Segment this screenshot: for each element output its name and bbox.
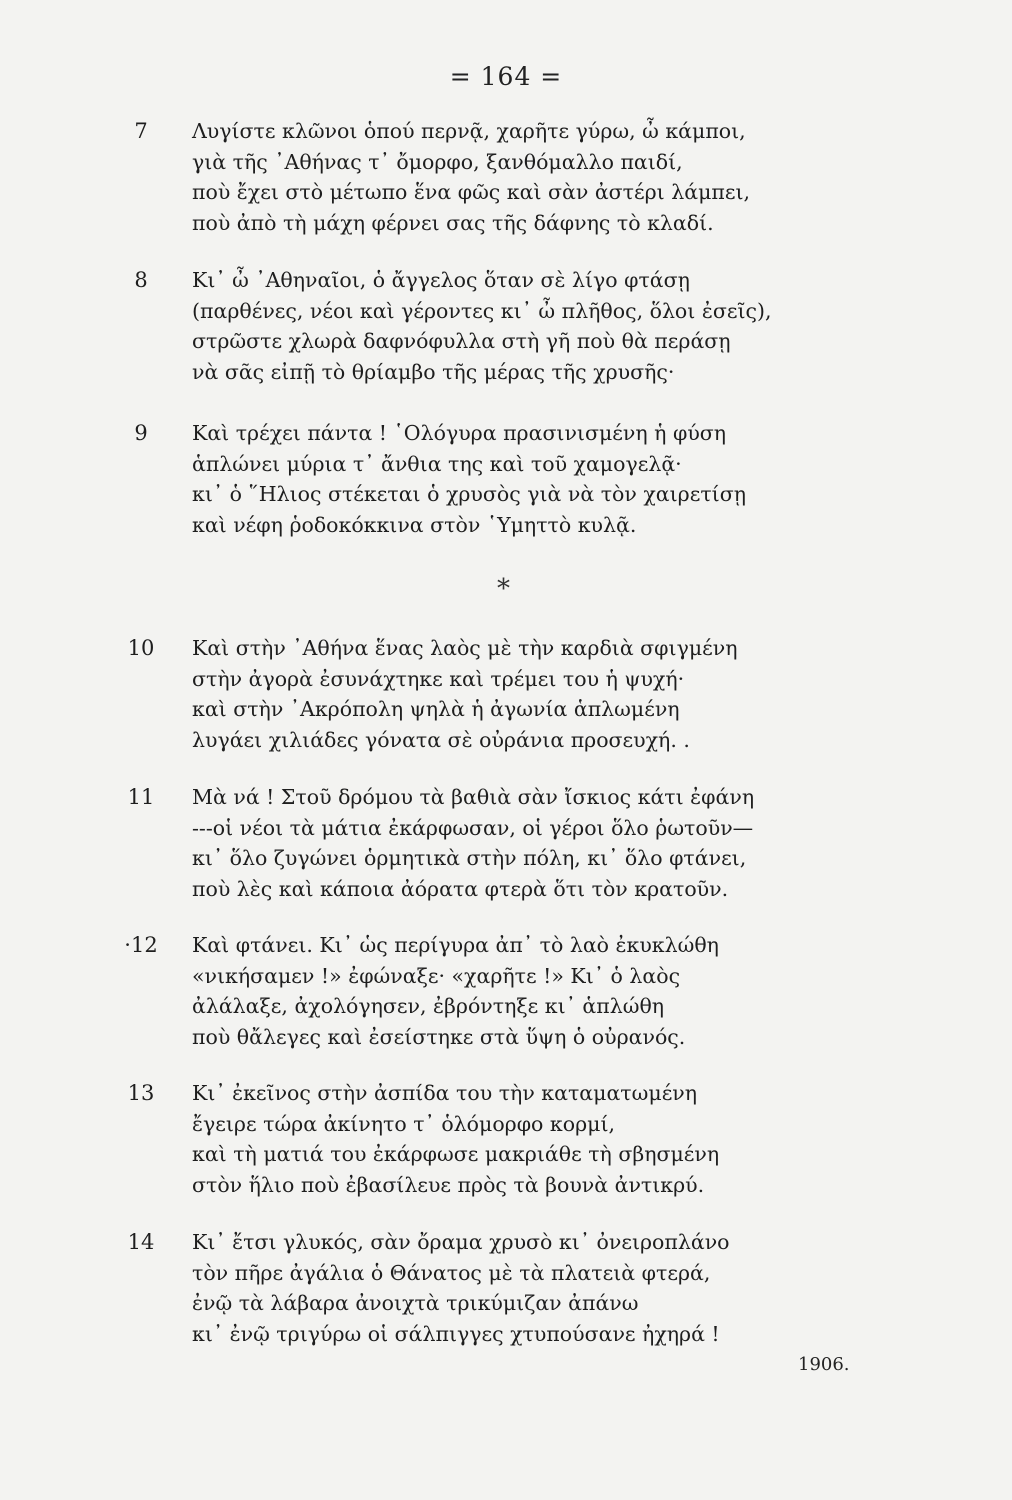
stanza-number: 7 <box>134 119 148 143</box>
verse-line: ποὺ λὲς καὶ κάποια ἀόρατα φτερὰ ὅτι τὸν κρατοῦν. <box>192 876 729 901</box>
stanza-lines <box>192 930 719 1052</box>
verse-line: τὸν πῆρε ἀγάλια ὁ Θάνατος μὲ τὰ πλατειὰ φτερά, <box>192 1260 711 1285</box>
verse-line: Κι᾿ ἔτσι γλυκός, σὰν ὄραμα χρυσὸ κι᾿ ὀνειροπλάνο <box>192 1230 730 1254</box>
stanza-number: ·12 <box>124 933 158 957</box>
verse-line: ἐνῷ τὰ λάβαρα ἀνοιχτὰ τρικύμιζαν ἀπάνω <box>192 1291 639 1315</box>
verse-line: στρῶστε χλωρὰ δαφνόφυλλα στὴ γῆ ποὺ θὰ περάσῃ <box>192 329 731 353</box>
verse-line: λυγάει χιλιάδες γόνατα σὲ οὐράνια προσευχή. . <box>192 727 690 752</box>
verse-line: κι᾿ ἐνῷ τριγύρω οἱ σάλπιγγες χτυπούσανε ἠχηρά ! <box>192 1321 720 1346</box>
page-number: = 164 = <box>449 62 563 91</box>
verse-line: καὶ νέφη ῥοδοκόκκινα στὸν ῾Υμηττὸ κυλᾷ. <box>192 512 637 537</box>
section-separator: * <box>497 574 510 604</box>
stanza-number: 8 <box>134 268 148 292</box>
stanza-number: 14 <box>127 1230 155 1254</box>
year-signature: 1906. <box>798 1354 850 1375</box>
verse-line: καὶ τὴ ματιά του ἐκάρφωσε μακριάθε τὴ σβησμένη <box>192 1142 720 1166</box>
verse-line: Κι᾿ ὦ ᾿Αθηναῖοι, ὁ ἄγγελος ὅταν σὲ λίγο φτάσῃ <box>192 268 690 292</box>
stanza-number: 11 <box>127 785 155 809</box>
verse-line: στὴν ἀγορὰ ἐσυνάχτηκε καὶ τρέμει του ἡ ψυχή· <box>192 666 685 691</box>
verse-line: (παρθένες, νέοι καὶ γέροντες κι᾿ ὦ πλῆθος, ὅλοι ἐσεῖς), <box>192 298 772 323</box>
verse-line: κι᾿ ὁ ῞Ηλιος στέκεται ὁ χρυσὸς γιὰ νὰ τὸν χαιρετίσῃ <box>192 482 746 506</box>
stanza-lines <box>192 1227 730 1349</box>
verse-line: κι᾿ ὅλο ζυγώνει ὁρμητικὰ στὴν πόλη, κι᾿ ὅλο φτάνει, <box>192 846 747 870</box>
stanza-number: 10 <box>127 636 155 660</box>
stanza-number: 9 <box>134 421 148 445</box>
verse-line: ποὺ θἄλεγες καὶ ἐσείστηκε στὰ ὕψη ὁ οὐρανός. <box>192 1024 686 1049</box>
stanza-lines <box>192 116 750 238</box>
stanza-lines <box>192 633 738 755</box>
verse-line: νὰ σᾶς εἰπῇ τὸ θρίαμβο τῆς μέρας τῆς χρυσῆς· <box>192 359 675 384</box>
verse-line: στὸν ἥλιο ποὺ ἐβασίλευε πρὸς τὰ βουνὰ ἀντικρύ. <box>192 1172 705 1197</box>
stanza-lines <box>192 265 771 387</box>
stanza-lines <box>192 418 746 540</box>
verse-line: ποὺ ἀπὸ τὴ μάχη φέρνει σας τῆς δάφνης τὸ κλαδί. <box>192 210 714 235</box>
stanza-number: 13 <box>127 1081 155 1105</box>
verse-line: ἁπλώνει μύρια τ᾿ ἄνθια της καὶ τοῦ χαμογελᾷ· <box>192 451 682 476</box>
verse-line: Καὶ φτάνει. Κι᾿ ὡς περίγυρα ἀπ᾿ τὸ λαὸ ἐκυκλώθη <box>192 933 719 957</box>
verse-line: καὶ στὴν ᾿Ακρόπολη ψηλὰ ἡ ἀγωνία ἁπλωμένη <box>192 697 680 721</box>
verse-line: Καὶ τρέχει πάντα ! ῾Ολόγυρα πρασινισμένη ἡ φύση <box>192 421 727 445</box>
verse-line: ποὺ ἔχει στὸ μέτωπο ἕνα φῶς καὶ σὰν ἀστέρι λάμπει, <box>192 180 751 204</box>
verse-line: ἀλάλαξε, ἀχολόγησεν, ἐβρόντηξε κι᾿ ἁπλώθη <box>192 994 665 1018</box>
verse-line: Λυγίστε κλῶνοι ὁπού περνᾷ, χαρῆτε γύρω, ὦ κάμποι, <box>192 119 746 143</box>
verse-line: Μὰ νά ! Στοῦ δρόμου τὰ βαθιὰ σὰν ἴσκιος κάτι ἐφάνη <box>192 785 755 809</box>
verse-line: «νικήσαμεν !» ἐφώναξε· «χαρῆτε !» Κι᾿ ὁ λαὸς <box>192 963 681 988</box>
verse-line: γιὰ τῆς ᾿Αθήνας τ᾿ ὄμορφο, ξανθόμαλλο παιδί, <box>192 149 683 174</box>
verse-line: Κι᾿ ἐκεῖνος στὴν ἀσπίδα του τὴν καταματωμένη <box>192 1081 698 1105</box>
stanza-lines <box>192 782 754 904</box>
stanza-lines <box>192 1078 719 1200</box>
verse-line: ἔγειρε τώρα ἀκίνητο τ᾿ ὁλόμορφο κορμί, <box>192 1111 616 1136</box>
verse-line: Καὶ στὴν ᾿Αθήνα ἕνας λαὸς μὲ τὴν καρδιὰ σφιγμένη <box>192 636 738 660</box>
verse-line: ---οἱ νέοι τὰ μάτια ἐκάρφωσαν, οἱ γέροι ὅλο ῥωτοῦν— <box>192 815 754 840</box>
